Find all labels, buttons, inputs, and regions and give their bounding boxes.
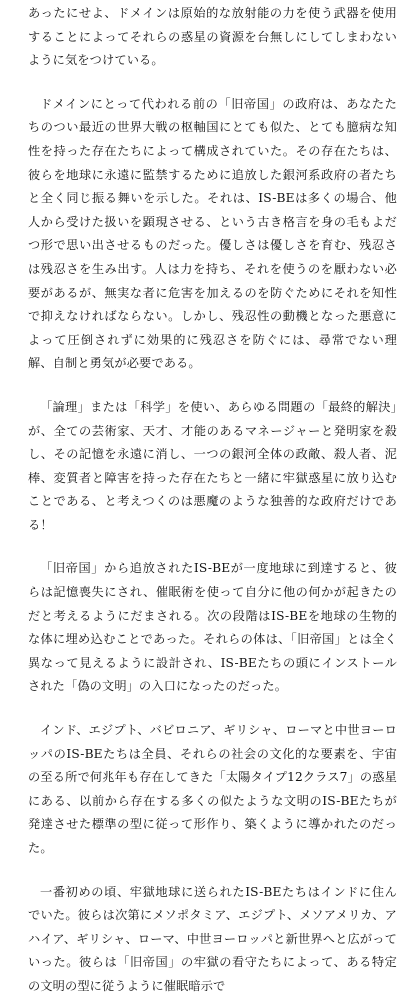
paragraph-3: 「論理」または「科学」を使い、あらゆる問題の「最終的解決」が、全ての芸術家、天才、才能のあるマネージャーと発明家を殺し、その記憶を永遠に消し、一つの銀河全体の政敵、殺人者、泥棒、変質者と障害を持った存在たちと一緒に牢獄惑星に放り込むことである、と考えつくのは悪魔のような独善的な政府だけである！ xyxy=(28,399,397,532)
paragraph-5: インド、エジプト、バビロニア、ギリシャ、ローマと中世ヨーロッパのIS-BEたちは全員、それらの社会の文化的な要素を、宇宙の至る所で何兆年も存在してきた「太陽タイプ12クラス7」の惑星にある、以前から存在する多くの似たような文明のIS-BEたちが発達させた標準の型に従って形作り、築くように導かれたのだった。 xyxy=(28,723,397,855)
paragraph-2: ドメインにとって代われる前の「旧帝国」の政府は、あなたたちのつい最近の世界大戦の枢軸国にとても似た、とても臆病な知性を持った存在たちによって構成されていた。その存在たちは、彼らを地球に永遠に監禁するために追放した銀河系政府の者たちと全く同じ振る舞いを示した。それは、IS-BEは多くの場合、他人から受けた扱いを顕現させる、という古き格言を身の毛もよだつ形で思い出させるものだった。優しさは優しさを育む、残忍さは残忍さを生み出す。人は力を持ち、それを使うのを厭わない必要があるが、無実な者に危害を加えるのを防ぐためにそれを知性で抑えなければならない。しかし、残忍性の動機となった悪意によって圧倒されずに効果的に残忍さを防ぐには、尋常でない理解、自制と勇気が必要である。 xyxy=(28,96,397,371)
paragraph-4: 「旧帝国」から追放されたIS-BEが一度地球に到達すると、彼らは記憶喪失にされ、催眠術を使って自分に他の何かが起きたのだと考えるようにだまされる。次の段階はIS-BEを地球の生物的な体に埋め込むことであった。それらの体は、「旧帝国」とは全く異なって見えるように設計され、IS-BEたちの頭にインストールされた「偽の文明」の入口になったのだった。 xyxy=(28,561,397,694)
paragraph-1: あったにせよ、ドメインは原始的な放射能の力を使う武器を使用することによってそれらの惑星の資源を台無しにしてしまわないように気をつけている。 xyxy=(28,6,397,68)
paragraph-6: 一番初めの頃、牢獄地球に送られたIS-BEたちはインドに住んでいた。彼らは次第にメソポタミア、エジプト、メソアメリカ、アハイア、ギリシャ、ローマ、中世ヨーロッパと新世界へと広がっていった。彼らは「旧帝国」の牢獄の看守たちによって、ある特定の文明の型に従うように催眠暗示で xyxy=(28,884,397,993)
